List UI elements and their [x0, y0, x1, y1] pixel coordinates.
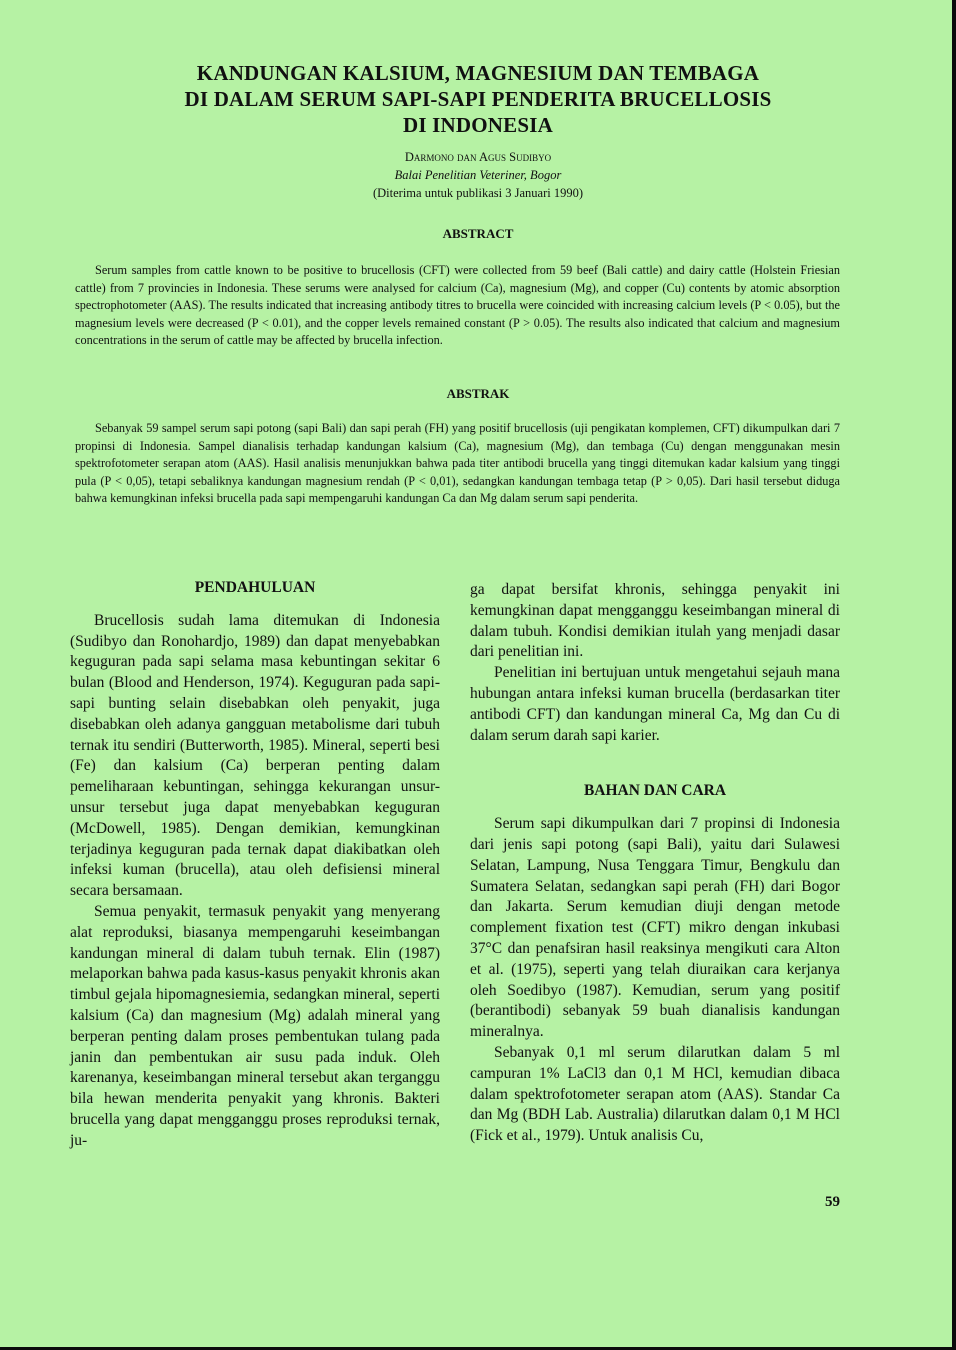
pendahuluan-paragraph-1: Brucellosis sudah lama ditemukan di Indonesia (Sudibyo dan Ronohardjo, 1989) dan dapat menyebabkan keguguran pada sapi selama masa kebuntingan sekitar 6 bulan (Blood and Henderson, 1974). Keguguran pada sapi-sapi bunting selain disebabkan oleh penyakit, juga disebabkan oleh adanya gangguan metabolisme dari tubuh ternak itu sendiri (Butterworth, 1985). Mineral, seperti besi (Fe) dan kalsium (Ca) berperan penting dalam pemeliharaan kebuntingan, sehingga kekurangan unsur-unsur tersebut juga dapat menyebabkan keguguran (McDowell, 1985). Dengan demikian, kemungkinan terjadinya keguguran pada ternak dapat diakibatkan oleh infeksi kuman (brucella), atau oleh defisiensi mineral secara bersamaan.	[70, 611, 440, 900]
received-date: (Diterima untuk publikasi 3 Januari 1990)	[372, 186, 584, 200]
abstrak-text: Sebanyak 59 sampel serum sapi potong (sapi Bali) dan sapi perah (FH) yang positif brucellosis (uji pengikatan komplemen, CFT) dikumpulkan dari 7 propinsi di Indonesia. Sampel dianalisis terhadap kandungan kalsium (Ca), magnesium (Mg), dan tembaga (Cu) dengan menggunakan mesin spektrofotometer serapan atom (AAS). Hasil analisis menunjukkan bahwa pada titer antibodi brucella yang tinggi ditemukan kadar kalsium yang tinggi pula (P < 0,05), tetapi sebaliknya kandungan magnesium rendah (P < 0,01), sedangkan kandungan tembaga tetap (P > 0,05). Dari hasil tersebut diduga bahwa kemungkinan infeksi brucella pada sapi mempengaruhi kandungan Ca dan Mg dalam serum sapi penderita.	[75, 421, 840, 505]
author-block	[200, 148, 756, 202]
abstract-heading: ABSTRACT	[442, 226, 514, 241]
left-column	[70, 578, 440, 1152]
abstract-body	[75, 262, 840, 350]
abstract-text: Serum samples from cattle known to be positive to brucellosis (CFT) were collected from 59 beef (Bali cattle) and dairy cattle (Holstein Friesian cattle) from 7 provincies in Indonesia. These serums were analysed for calcium (Ca), magnesium (Mg), and copper (Cu) contents by atomic absorption spectrophotometer (AAS). The results indicated that increasing antibody titres to brucella were coincided with increasing calcium levels (P < 0.05), but the magnesium levels were decreased (P < 0.01), and the copper levels remained constant (P > 0.05). The results also indicated that calcium and magnesium concentrations in the serum of cattle may be affected by brucella infection.	[75, 263, 840, 347]
title-line-3: DI INDONESIA	[402, 113, 553, 137]
title-line-1: KANDUNGAN KALSIUM, MAGNESIUM DAN TEMBAGA	[196, 61, 760, 85]
pendahuluan-paragraph-3: Penelitian ini bertujuan untuk mengetahui sejauh mana hubungan antara infeksi kuman brucella (berdasarkan titer antibodi CFT) dan kandungan mineral Ca, Mg dan Cu di dalam serum darah sapi karier.	[470, 664, 840, 744]
author-names: Darmono dan Agus Sudibyo	[404, 150, 552, 164]
pendahuluan-paragraph-2: Semua penyakit, termasuk penyakit yang menyerang alat reproduksi, biasanya mempengaruhi keseimbangan kandungan mineral di dalam tubuh ternak. Elin (1987) melaporkan bahwa pada kasus-kasus penyakit khronis akan timbul gejala hipomagnesiemia, sedangkan mineral, seperti kalsium (Ca) dan magnesium (Mg) adalah mineral yang berperan penting dalam proses pembentukan tulang pada janin dan pembentukan air susu pada induk. Oleh karenanya, keseimbangan mineral tersebut akan terganggu bila hewan menderita penyakit yang khronis. Bakteri brucella yang dapat mengganggu proses reproduksi ternak, ju-	[70, 902, 440, 1149]
section-heading-bahan-dan-cara: BAHAN DAN CARA	[583, 782, 727, 800]
page-number: 59	[825, 1194, 840, 1210]
abstrak-body	[75, 420, 840, 508]
paper-title	[100, 60, 856, 138]
scan-edge-right	[952, 0, 956, 1350]
title-line-2: DI DALAM SERUM SAPI-SAPI PENDERITA BRUCELLOSIS	[184, 87, 772, 111]
bahan-paragraph-2: Sebanyak 0,1 ml serum dilarutkan dalam 5 ml campuran 1% LaCl3 dan 0,1 M HCl, kemudian dibaca dalam spektrofotometer serapan atom (AAS). Standar Ca dan Mg (BDH Lab. Australia) dilarutkan dalam 0,1 M HCl (Fick et al., 1979). Untuk analisis Cu,	[470, 1043, 840, 1145]
author-institution: Balai Penelitian Veteriner, Bogor	[394, 168, 562, 182]
abstrak-heading: ABSTRAK	[446, 386, 510, 401]
bahan-paragraph-1: Serum sapi dikumpulkan dari 7 propinsi di Indonesia dari jenis sapi potong (sapi Bali), yaitu dari Sulawesi Selatan, Lampung, Nusa Tenggara Timur, Bengkulu dan Sumatera Selatan, sedangkan sapi perah (FH) dari Bogor dan Jakarta. Serum kemudian diuji dengan metode complement fixation test (CFT) mikro dengan inkubasi 37°C dan penafsiran hasil reaksinya mengikuti cara Alton et al. (1975), seperti yang telah diuraikan cara kerjanya oleh Soedibyo (1987). Kemudian, serum yang positif (berantibodi) sebanyak 59 buah dianalisis kandungan mineralnya.	[470, 815, 840, 1041]
pendahuluan-paragraph-2-continued: ga dapat bersifat khronis, sehingga penyakit ini kemungkinan dapat mengganggu keseimbangan mineral di dalam tubuh. Kondisi demikian itulah yang menjadi dasar dari penelitian ini.	[470, 581, 840, 661]
section-heading-pendahuluan: PENDAHULUAN	[194, 579, 316, 596]
right-column	[470, 580, 840, 1147]
